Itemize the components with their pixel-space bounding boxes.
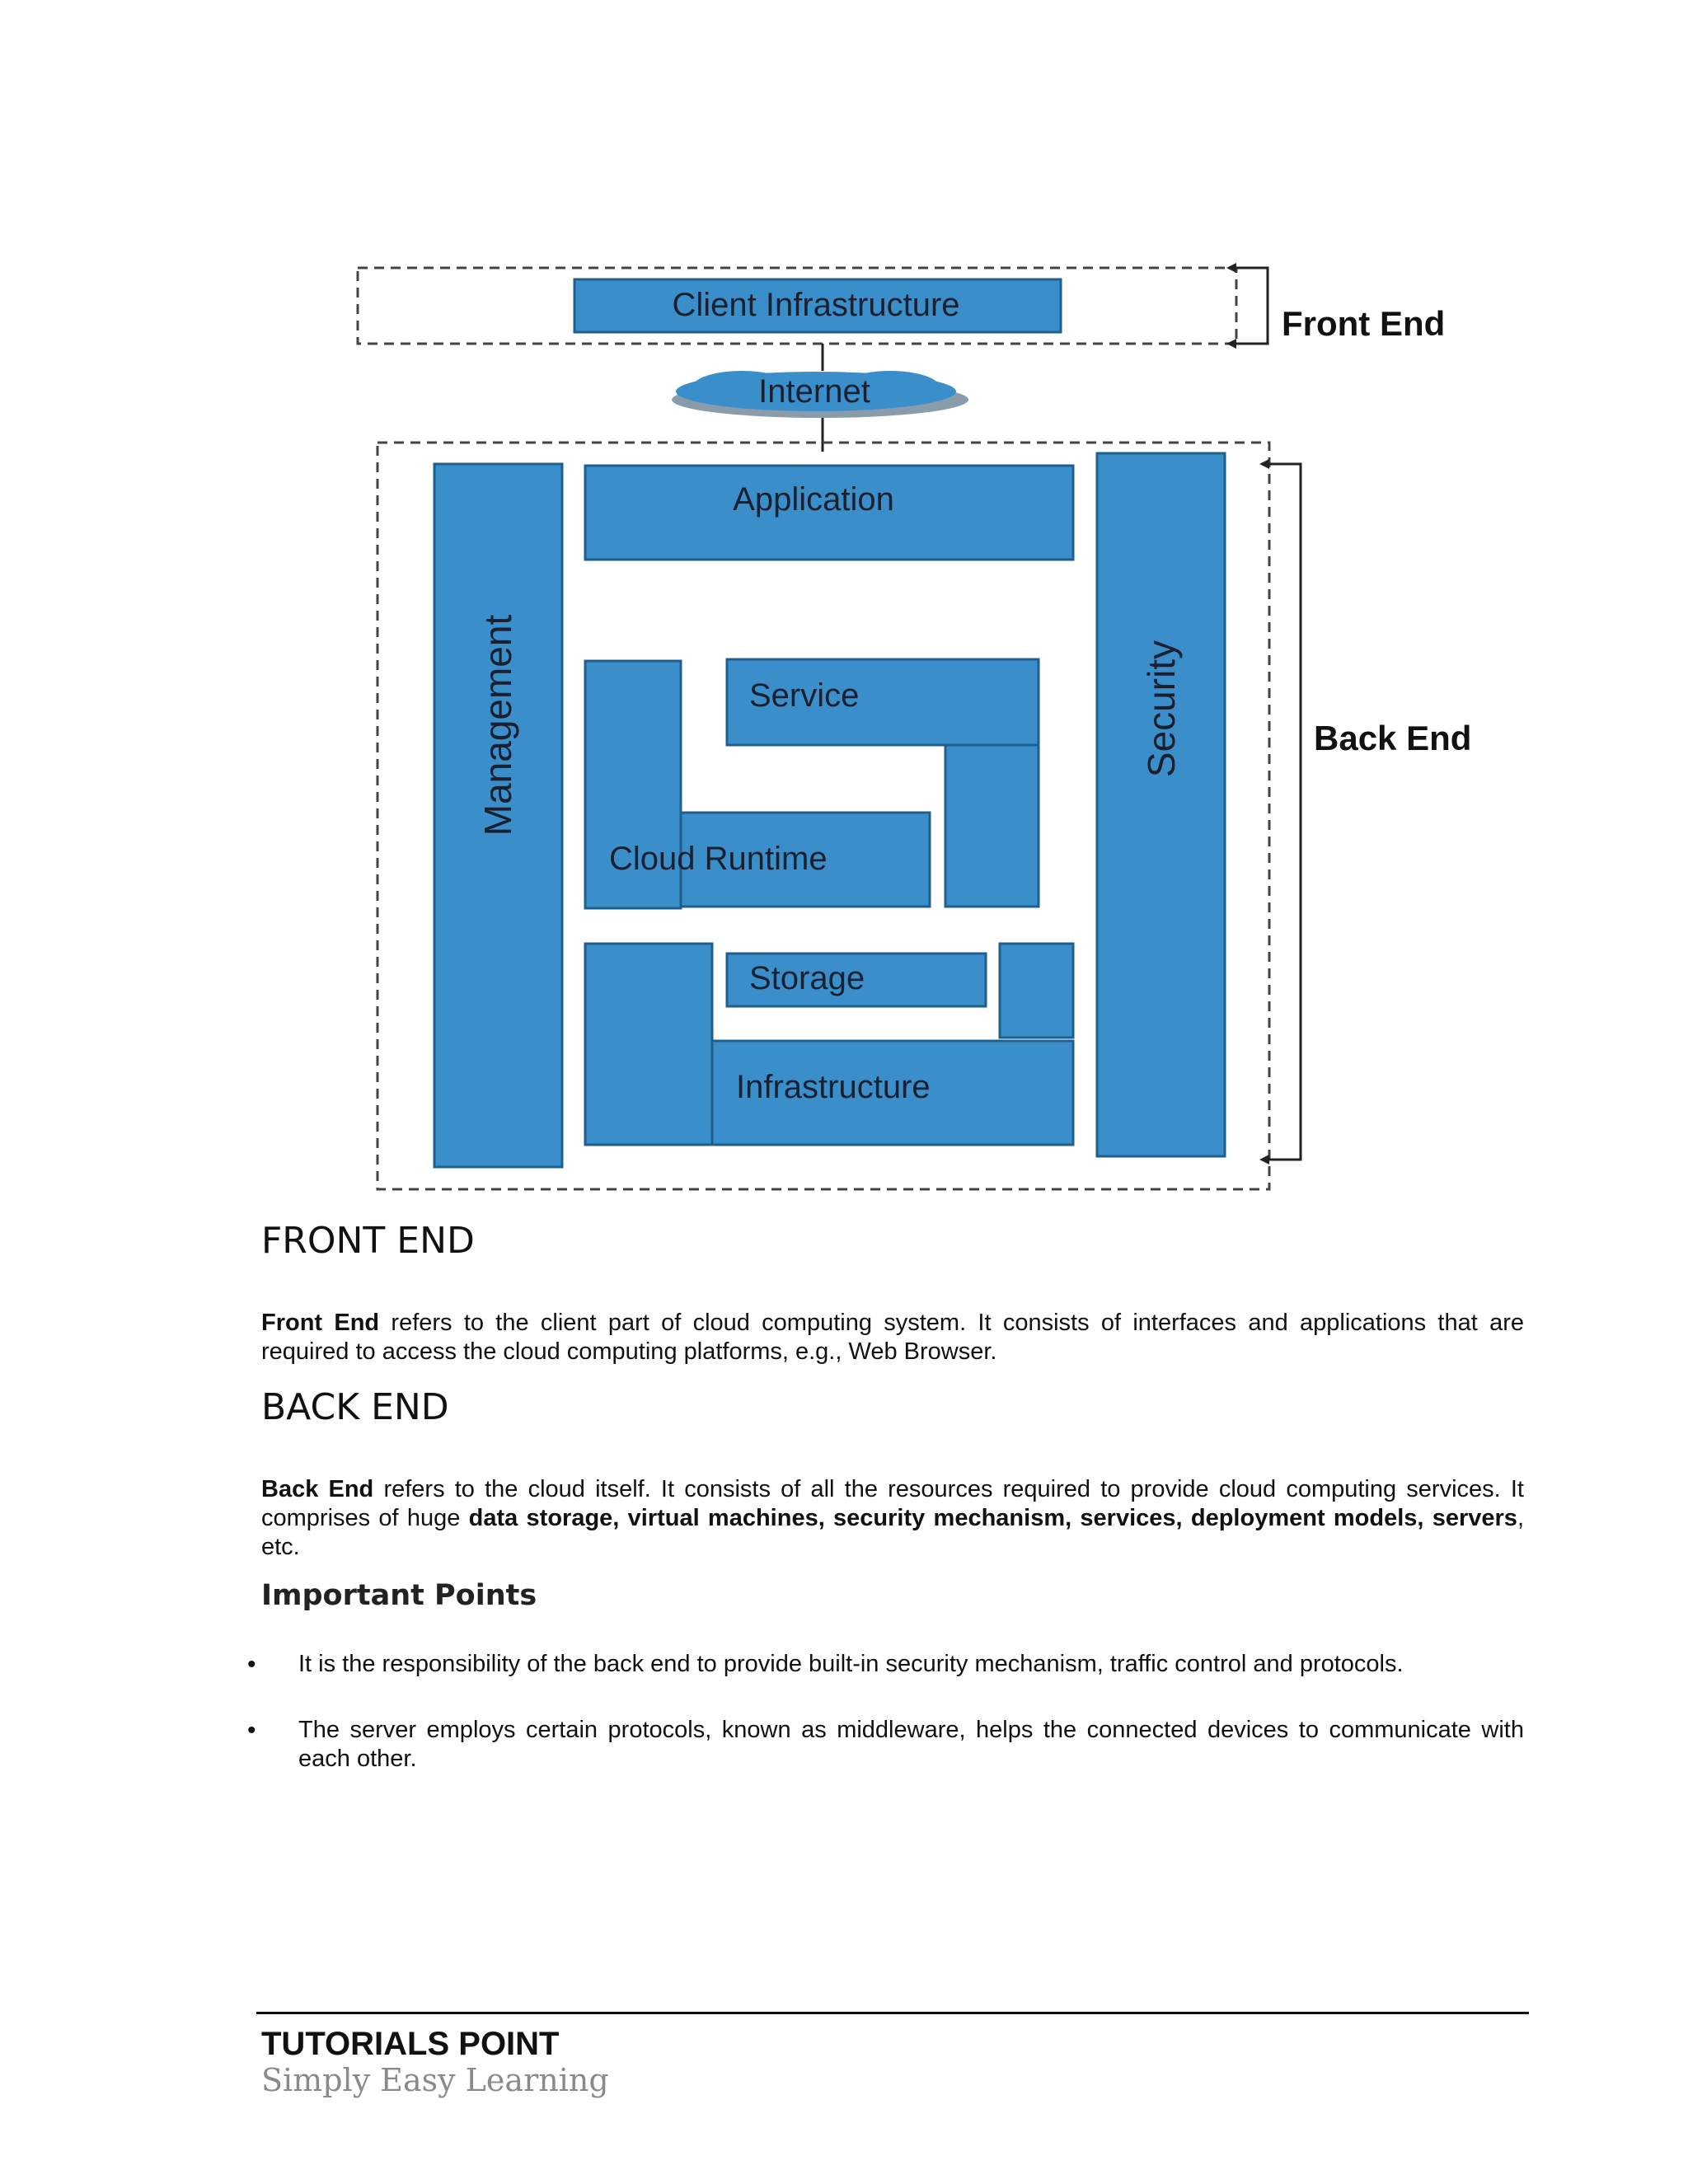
storage-label: Storage xyxy=(749,960,865,996)
management-label: Management xyxy=(476,614,519,837)
back-end-arrow-bottom xyxy=(1259,1155,1269,1165)
front-end-heading: FRONT END xyxy=(261,1220,475,1262)
service-right-bar xyxy=(945,745,1039,907)
infrastructure-left-bar xyxy=(585,944,712,1145)
storage-right-bar xyxy=(1000,944,1073,1038)
bullet-icon: • xyxy=(247,1651,256,1678)
front-end-term: Front End xyxy=(261,1310,380,1336)
footer-divider xyxy=(256,2012,1529,2014)
cloud-runtime-label: Cloud Runtime xyxy=(609,841,828,877)
application-label: Application xyxy=(733,481,894,518)
front-end-bracket xyxy=(1236,268,1268,344)
security-label: Security xyxy=(1140,640,1183,778)
internet-label: Internet xyxy=(758,373,870,410)
back-end-text-1: refers to the cloud itself. It consists of all the resources required to provide cloud computing services. It comprises of huge xyxy=(261,1476,1524,1531)
security-block xyxy=(1097,453,1225,1156)
front-end-paragraph xyxy=(261,1309,1524,1366)
back-end-term: Back End xyxy=(261,1476,374,1502)
back-end-label: Back End xyxy=(1314,719,1472,757)
important-points-heading: Important Points xyxy=(261,1579,537,1612)
back-end-text-2: , etc. xyxy=(261,1505,1525,1560)
point-text: The server employs certain protocols, known as middleware, helps the connected devices to communicate with each other. xyxy=(298,1717,1524,1772)
service-label: Service xyxy=(749,677,860,714)
back-end-arrow-top xyxy=(1259,459,1269,469)
back-end-heading: BACK END xyxy=(261,1386,449,1428)
point-text: It is the responsibility of the back end to provide built-in security mechanism, traffic control and protocols. xyxy=(298,1651,1404,1677)
infrastructure-label: Infrastructure xyxy=(736,1069,931,1105)
front-end-label: Front End xyxy=(1282,304,1446,343)
front-end-arrow-bottom xyxy=(1226,339,1236,349)
front-end-arrow-top xyxy=(1226,263,1236,273)
bullet-icon: • xyxy=(247,1717,256,1744)
footer-subtitle: Simply Easy Learning xyxy=(261,2062,609,2098)
client-infrastructure-label: Client Infrastructure xyxy=(672,287,960,323)
back-end-bold-list: data storage, virtual machines, security mechanism, services, deployment models, servers xyxy=(468,1505,1517,1531)
footer-title: TUTORIALS POINT xyxy=(261,2026,560,2062)
front-end-text: refers to the client part of cloud computing system. It consists of interfaces and applications that are required to access the cloud computing platforms, e.g., Web Browser. xyxy=(261,1310,1524,1365)
back-end-bracket xyxy=(1269,464,1301,1160)
back-end-paragraph xyxy=(261,1475,1524,1562)
